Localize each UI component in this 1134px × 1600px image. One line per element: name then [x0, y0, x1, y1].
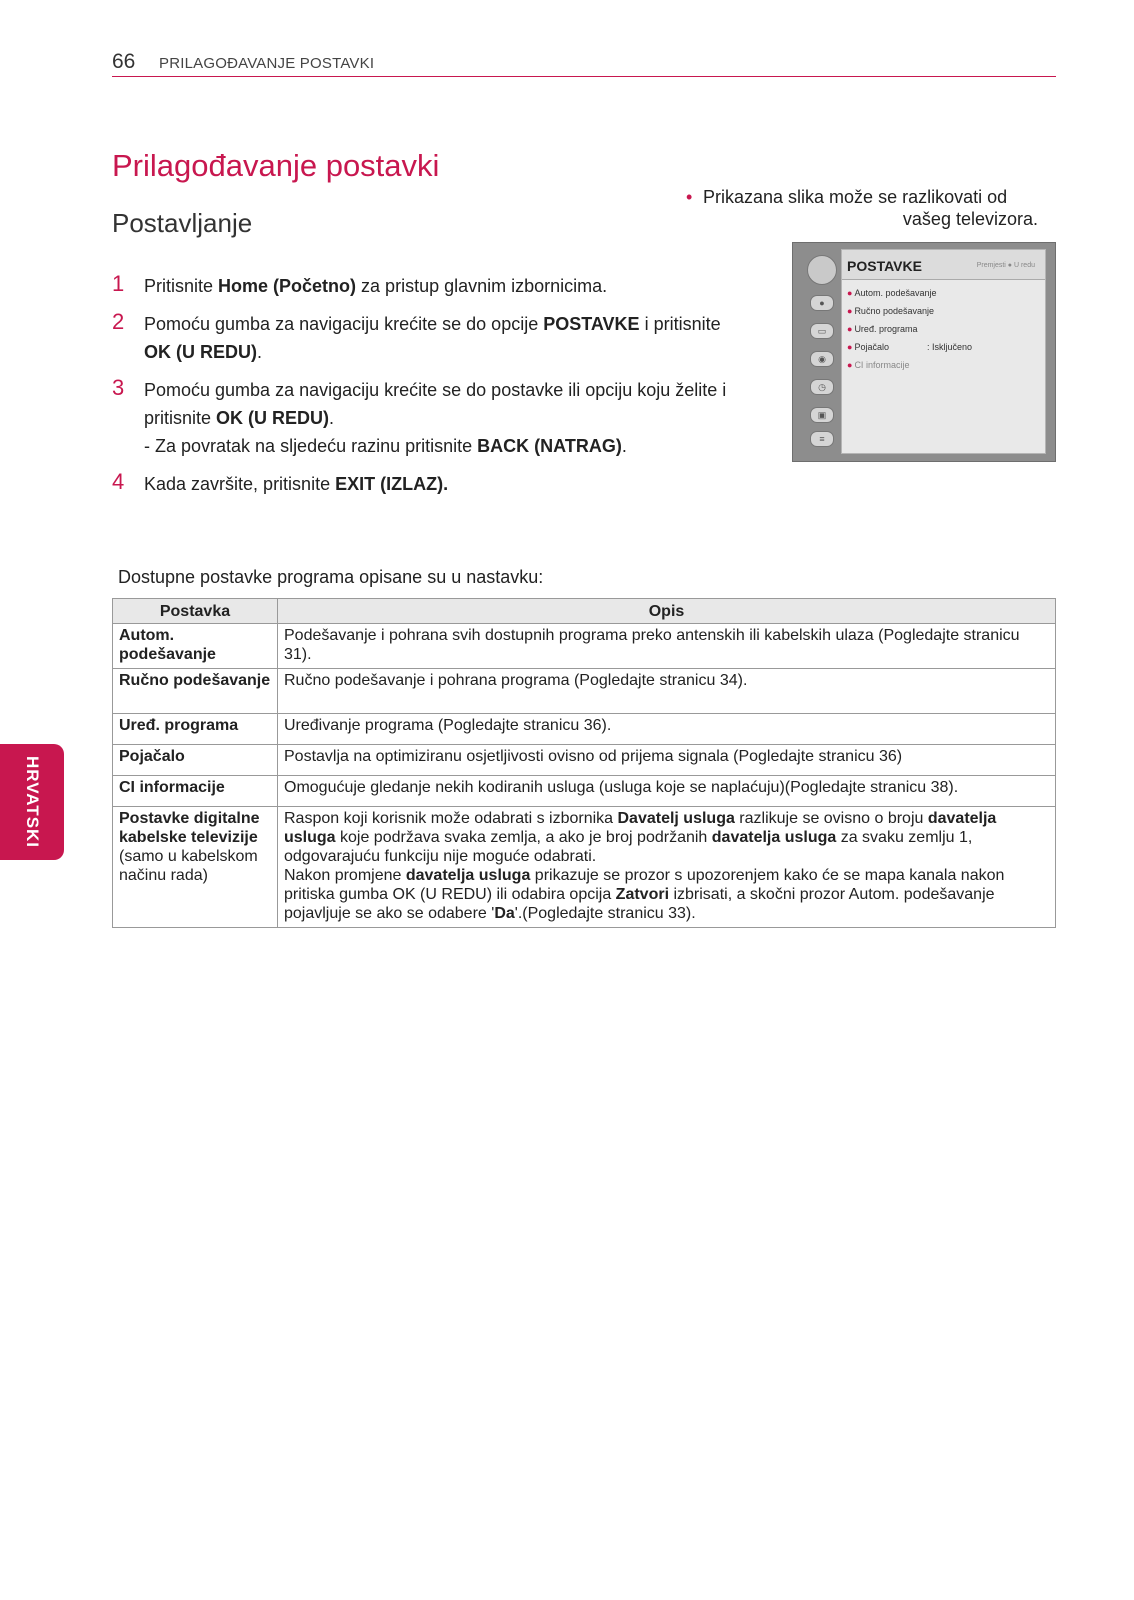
setting-name-bold: Postavke digitalne kabelske televizije: [119, 810, 260, 846]
table-intro: Dostupne postavke programa opisane su u nastavku:: [118, 567, 544, 587]
tv-menu-item-label: Ručno podešavanje: [854, 306, 934, 316]
step-text: - Za povratak na sljedeću razinu pritisnite: [144, 436, 478, 456]
step-number: 2: [112, 309, 125, 334]
step-key: Home (Početno): [218, 276, 357, 296]
tv-menu-item: ● Autom. podešavanje: [847, 288, 937, 298]
desc-text: koje podržava svaka zemlja, a ako je broj podržanih: [335, 829, 712, 846]
setting-name: Autom. podešavanje: [113, 624, 278, 669]
step-key: EXIT (IZLAZ).: [335, 474, 449, 494]
step-number: 3: [112, 375, 125, 400]
tv-menu-item: ● CI informacije: [847, 360, 910, 370]
image-note: [686, 186, 1038, 230]
step-number: 4: [112, 469, 125, 494]
step-key: OK (U REDU): [216, 408, 330, 428]
page-header: [112, 50, 1056, 77]
setting-description: Postavlja na optimiziranu osjetljivosti ovisno od prijema signala (Pogledajte stranicu 36): [278, 745, 1056, 776]
tv-menu-panel: [841, 249, 1046, 454]
step-item: [112, 310, 732, 366]
table-row: [113, 807, 1056, 928]
step-text: .: [257, 342, 263, 362]
step-text: .: [621, 436, 627, 456]
picture-icon: ▭: [810, 323, 834, 339]
page-title: Prilagođavanje postavki: [112, 148, 440, 183]
tv-menu-title: POSTAVKE: [847, 258, 922, 274]
step-text: Kada završite, pritisnite: [144, 474, 336, 494]
desc-text: prikazuje se prozor s upozorenjem kako će se mapa kanala nakon pritiska gumba OK (U REDU) ili odabira opcija: [284, 867, 1005, 903]
column-header: Postavka: [113, 599, 278, 624]
desc-text: izbrisati, a skočni prozor Autom. podešavanje pojavljuje se ako se odabere ': [284, 886, 995, 922]
audio-icon: ◉: [810, 351, 834, 367]
tv-menu-item: ● Pojačalo : Isključeno: [847, 342, 973, 352]
step-key: POSTAVKE: [543, 314, 640, 334]
step-text: i pritisnite: [639, 314, 721, 334]
step-subnote: [144, 432, 732, 460]
desc-bold: Da: [494, 905, 515, 922]
tv-menu-item-label: CI informacije: [854, 360, 910, 370]
desc-text: razlikuje se ovisno o broju: [734, 810, 928, 827]
desc-text: za svaku zemlju 1, odgovarajuću funkciju nije moguće odabrati.: [284, 829, 973, 865]
section-name: PRILAGOĐAVANJE POSTAVKI: [159, 55, 375, 72]
column-header: Opis: [278, 599, 1056, 624]
desc-text: Raspon koji korisnik može odabrati s izbornika: [284, 810, 618, 827]
language-side-tab: [0, 744, 64, 860]
table-row: [113, 714, 1056, 745]
settings-table: [112, 598, 1056, 928]
setting-name: CI informacije: [113, 776, 278, 807]
steps-list: [112, 272, 732, 508]
step-key: BACK (NATRAG): [477, 436, 622, 456]
step-text: Pomoću gumba za navigaciju krećite se do opcije: [144, 314, 544, 334]
language-label: HRVATSKI: [23, 755, 42, 849]
tv-menu-title-bar: [842, 250, 1045, 280]
setting-description: Omogućuje gledanje nekih kodiranih usluga (usluga koje se naplaćuju)(Pogledajte stranicu 38).: [278, 776, 1056, 807]
setting-description: Ručno podešavanje i pohrana programa (Pogledajte stranicu 34).: [278, 669, 1056, 714]
step-number: 1: [112, 271, 125, 296]
desc-bold: Zatvori: [615, 886, 670, 903]
table-row: [113, 745, 1056, 776]
tv-menu-item-label: Autom. podešavanje: [854, 288, 937, 298]
setting-description: Podešavanje i pohrana svih dostupnih programa preko antenskih ili kabelskih ulaza (Pogledajte stranicu 31).: [278, 624, 1056, 669]
step-text: za pristup glavnim izbornicima.: [356, 276, 608, 296]
step-text: Pomoću gumba za navigaciju krećite se do postavke ili opciju koju želite i pritisnite: [144, 380, 727, 428]
tv-menu-sidebar: [805, 251, 839, 451]
setting-name: [113, 807, 278, 928]
setting-name: Uređ. programa: [113, 714, 278, 745]
page-subtitle: Postavljanje: [112, 208, 253, 238]
option-icon: ≡: [810, 431, 834, 447]
table-header-row: [113, 599, 1056, 624]
setting-description: [278, 807, 1056, 928]
tv-menu-item: ● Ručno podešavanje: [847, 306, 934, 316]
step-item: [112, 470, 732, 498]
step-item: [112, 272, 732, 300]
page-number: 66: [112, 50, 136, 73]
setting-name: Ručno podešavanje: [113, 669, 278, 714]
lock-icon: ▣: [810, 407, 834, 423]
step-text: .: [329, 408, 335, 428]
setting-name-note: (samo u kabelskom načinu rada): [119, 848, 258, 884]
note-line-2: vašeg televizora.: [902, 209, 1038, 229]
bullet-icon: •: [686, 187, 693, 207]
table-row: [113, 776, 1056, 807]
note-line-1: Prikazana slika može se razlikovati od: [703, 187, 1008, 207]
tv-menu-hint: Premjesti ● U redu: [976, 262, 1035, 269]
table-row: [113, 624, 1056, 669]
antenna-icon: ●: [810, 295, 834, 311]
time-icon: ◷: [810, 379, 834, 395]
tv-menu-item-value: : Isključeno: [927, 342, 973, 352]
setting-description: Uređivanje programa (Pogledajte stranicu 36).: [278, 714, 1056, 745]
step-key: OK (U REDU): [144, 342, 257, 362]
tv-menu-item-label: Uređ. programa: [854, 324, 918, 334]
step-item: [112, 376, 732, 460]
step-text: Pritisnite: [144, 276, 219, 296]
tv-menu-item: ● Uređ. programa: [847, 324, 918, 334]
settings-disc-icon: [807, 255, 837, 285]
setting-name: Pojačalo: [113, 745, 278, 776]
tv-menu-screenshot: [792, 242, 1056, 462]
desc-text: Nakon promjene: [284, 867, 406, 884]
desc-bold: davatelja usluga: [284, 810, 997, 846]
tv-menu-item-label: Pojačalo: [854, 342, 889, 352]
desc-bold: Davatelj usluga: [617, 810, 735, 827]
desc-bold: davatelja usluga: [405, 867, 531, 884]
table-row: [113, 669, 1056, 714]
desc-text: '.(Pogledajte stranicu 33).: [514, 905, 696, 922]
desc-bold: davatelja usluga: [711, 829, 837, 846]
